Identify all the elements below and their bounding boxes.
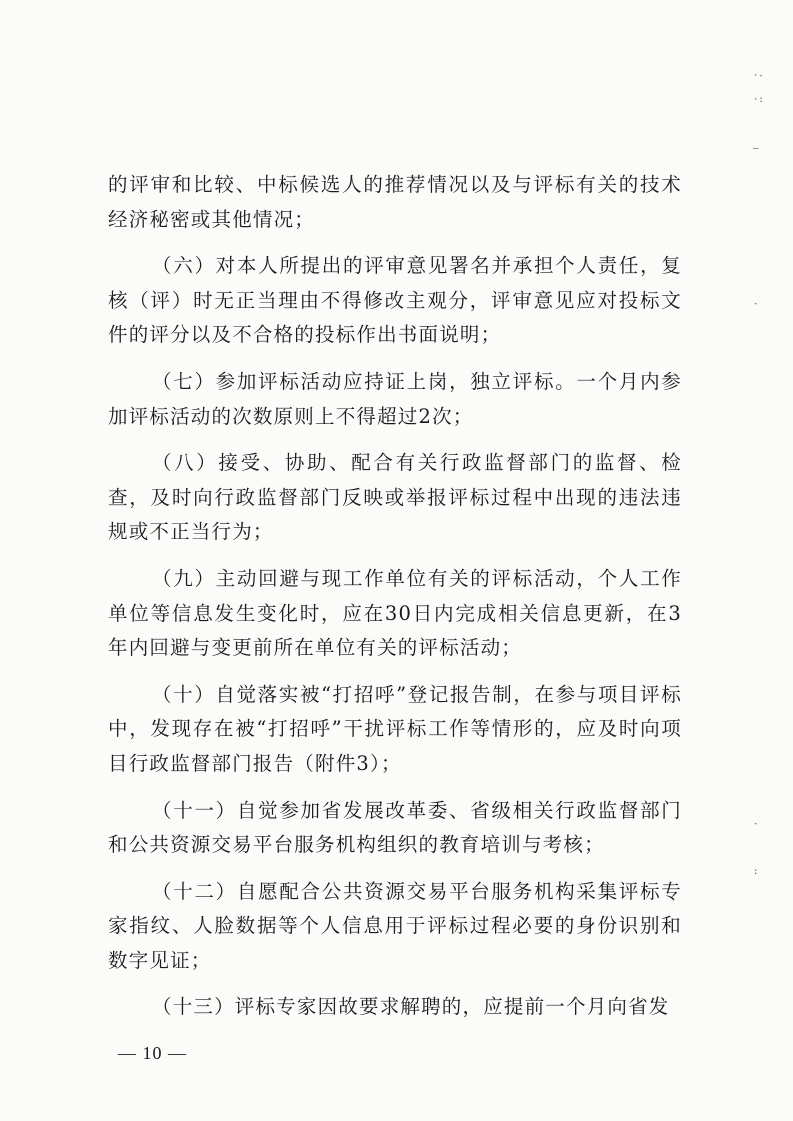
paragraph-item-8: （八）接受、协助、配合有关行政监督部门的监督、检查，及时向行政监督部门反映或举报评标过程中出现的违法违规或不正当行为； <box>108 451 682 544</box>
paragraph-item-9: （九）主动回避与现工作单位有关的评标活动，个人工作单位等信息发生变化时，应在30日内完成相关信息更新，在3年内回避与变更前所在单位有关的评标活动； <box>108 566 682 660</box>
paragraph-item-13: （十三）评标专家因故要求解聘的，应提前一个月向省发 <box>152 995 670 1019</box>
page-number: — 10 — <box>118 1043 187 1063</box>
paragraph-item-6: （六）对本人所提出的评审意见署名并承担个人责任，复核（评）时无正当理由不得修改主观分，评审意见应对投标文件的评分以及不合格的投标作出书面说明； <box>108 254 682 347</box>
scan-mark-3: — <box>753 144 759 154</box>
scan-mark-4: - <box>753 299 759 309</box>
scan-mark-2: ·: <box>753 95 764 105</box>
paragraph-item-10: （十）自觉落实被“打招呼”登记报告制，在参与项目评标中，发现存在被“打招呼”干扰评标工作等情形的，应及时向项目行政监督部门报告（附件3）； <box>108 682 682 775</box>
paragraph-item-11: （十一）自觉参加省发展改革委、省级相关行政监督部门和公共资源交易平台服务机构组织的教育培训与考核； <box>108 798 682 857</box>
document-body <box>108 168 682 1037</box>
scan-mark-6: : <box>753 867 759 877</box>
paragraph-item-7: （七）参加评标活动应持证上岗，独立评标。一个月内参加评标活动的次数原则上不得超过2次； <box>108 369 682 428</box>
scan-mark-1: ·- <box>753 71 764 81</box>
scan-mark-5: - <box>753 819 759 829</box>
paragraph-continuation: 的评审和比较、中标候选人的推荐情况以及与评标有关的技术经济秘密或其他情况； <box>108 173 682 231</box>
paragraph-item-12: （十二）自愿配合公共资源交易平台服务机构采集评标专家指纹、人脸数据等个人信息用于评标过程必要的身份识别和数字见证； <box>108 879 682 972</box>
